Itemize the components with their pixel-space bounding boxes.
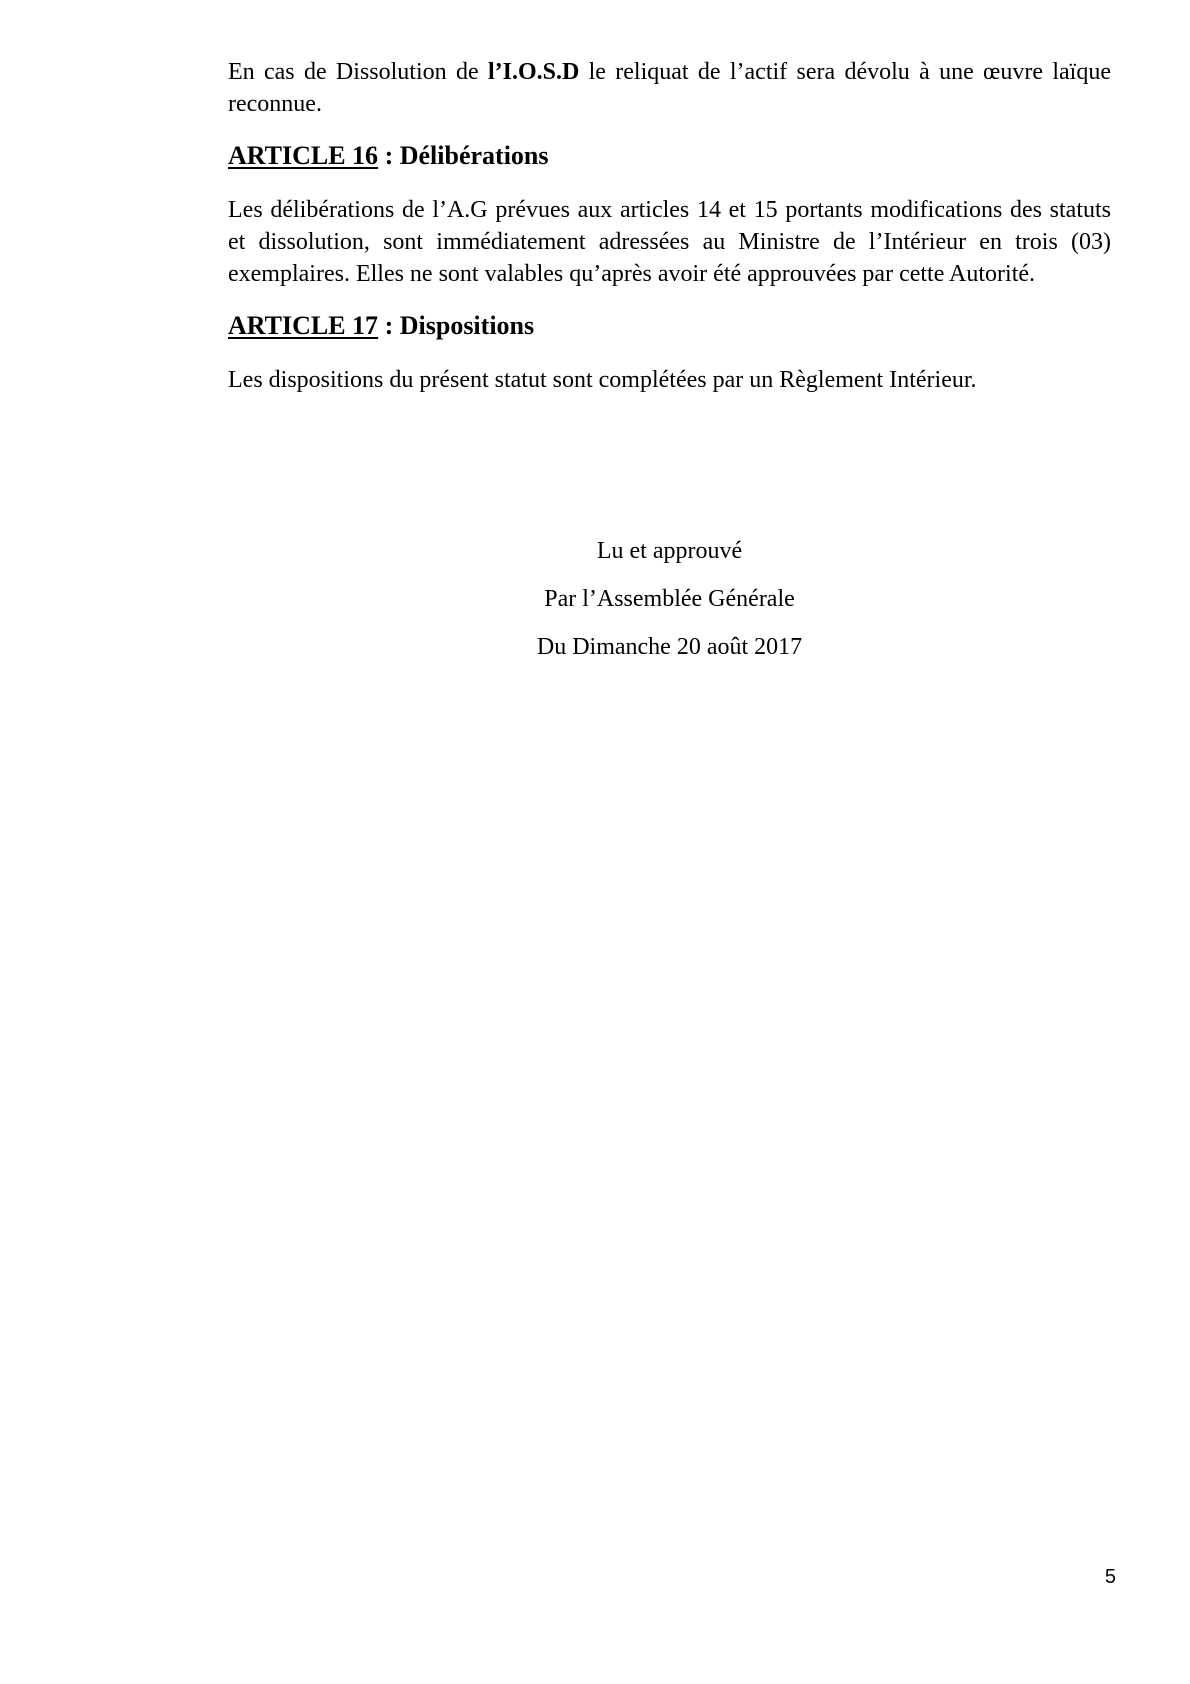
approval-block	[228, 527, 1111, 671]
article-17-number: ARTICLE 17	[228, 311, 379, 340]
page-number: 5	[1104, 1566, 1116, 1588]
approval-line-2: Par l’Assemblée Générale	[544, 586, 795, 612]
article-17-title: Dispositions	[399, 311, 535, 340]
article-17-separator: :	[378, 311, 400, 340]
dissolution-text-before: En cas de Dissolution de	[228, 59, 488, 85]
article-16-text: Les délibérations de l’A.G prévues aux articles 14 et 15 portants modifications des statuts et dissolution, sont immédiatement adressées au Ministre de l’Intérieur en trois (03) exemplaires. Elles ne sont valables qu’après avoir été approuvées par cette Autorité.	[228, 197, 1111, 287]
article-16-number: ARTICLE 16	[228, 141, 379, 170]
approval-line-1: Lu et approuvé	[596, 538, 743, 564]
dissolution-paragraph	[228, 56, 1111, 120]
article-17-heading	[228, 310, 1111, 342]
article-16-heading	[228, 140, 1111, 172]
article-16-separator: :	[378, 141, 400, 170]
article-17-text: Les dispositions du présent statut sont complétées par un Règlement Intérieur.	[228, 367, 977, 393]
dissolution-text-after: le reliquat de l’actif sera dévolu à une œuvre laïque reconnue.	[228, 59, 1112, 117]
organization-name: l’I.O.S.D	[487, 59, 580, 85]
approval-line-3: Du Dimanche 20 août 2017	[536, 634, 803, 660]
document-body	[228, 56, 1111, 416]
article-16-title: Délibérations	[399, 141, 549, 170]
